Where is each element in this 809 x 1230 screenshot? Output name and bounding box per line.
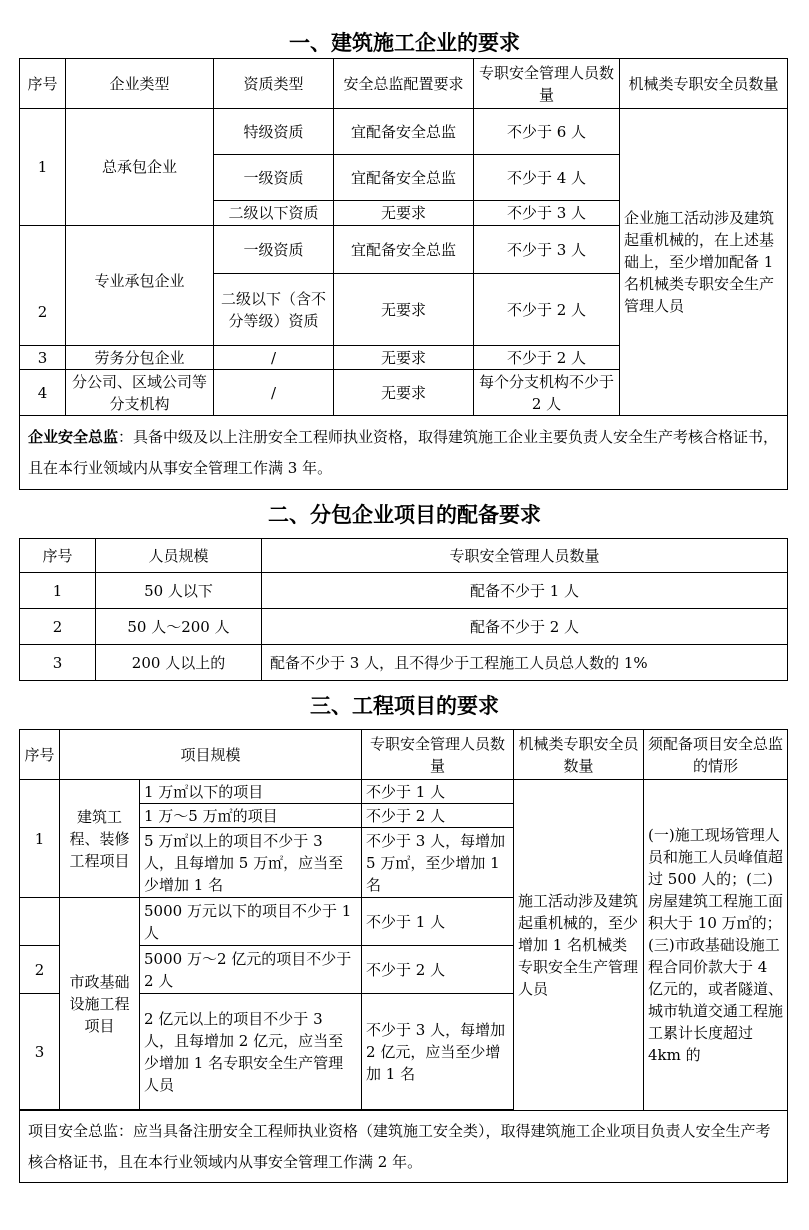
header-cell: 专职安全管理人员数量	[474, 59, 620, 109]
row-number: 4	[20, 370, 66, 416]
table-note-row	[20, 416, 788, 490]
header-cell: 须配备项目安全总监的情形	[644, 730, 788, 780]
table-row	[20, 573, 788, 609]
personnel-scale: 50 人以下	[96, 573, 262, 609]
header-cell: 资质类型	[214, 59, 334, 109]
project-type: 建筑工程、装修工程项目	[60, 780, 140, 898]
enterprise-requirements-table	[19, 58, 788, 490]
row-number: 2	[20, 226, 66, 346]
staff-count: 不少于 2 人	[362, 804, 514, 828]
row-number: 2	[20, 946, 60, 994]
enterprise-type: 劳务分包企业	[66, 346, 214, 370]
staff-count: 不少于 3 人，每增加 2 亿元，应当至少增加 1 名	[362, 994, 514, 1110]
qualification: 特级资质	[214, 109, 334, 155]
qualification: /	[214, 370, 334, 416]
table-note-row	[20, 1111, 788, 1183]
staff-count: 每个分支机构不少于 2 人	[474, 370, 620, 416]
header-cell: 机械类专职安全员数量	[620, 59, 788, 109]
subcontract-requirements-table	[19, 538, 788, 681]
staff-count: 不少于 2 人	[474, 346, 620, 370]
director-requirement: 无要求	[334, 274, 474, 346]
director-requirement: 无要求	[334, 370, 474, 416]
row-number: 1	[20, 780, 60, 898]
staff-count: 配备不少于 2 人	[262, 609, 788, 645]
qualification: /	[214, 346, 334, 370]
table-header-row	[20, 539, 788, 573]
personnel-scale: 50 人～200 人	[96, 609, 262, 645]
header-cell: 安全总监配置要求	[334, 59, 474, 109]
project-requirements-table	[19, 729, 788, 1183]
staff-count: 不少于 3 人	[474, 201, 620, 226]
project-scale: 5000 万～2 亿元的项目不少于 2 人	[140, 946, 362, 994]
row-number: 3	[20, 346, 66, 370]
note-label: 企业安全总监	[28, 427, 119, 446]
row-number-empty	[20, 898, 60, 946]
project-scale: 2 亿元以上的项目不少于 3 人，且每增加 2 亿元，应当至少增加 1 名专职安全生产管理人员	[140, 994, 362, 1110]
staff-count: 不少于 2 人	[474, 274, 620, 346]
qualification: 一级资质	[214, 226, 334, 274]
table-header-row	[20, 59, 788, 109]
header-cell: 人员规模	[96, 539, 262, 573]
note-text: ：具备中级及以上注册安全工程师执业资格，取得建筑施工企业主要负责人安全生产考核合格证书，且在本行业领域内从事安全管理工作满 3 年。	[28, 427, 779, 477]
table-header-row	[20, 730, 788, 780]
header-cell: 序号	[20, 59, 66, 109]
staff-count: 不少于 1 人	[362, 780, 514, 804]
row-number: 3	[20, 994, 60, 1110]
staff-count: 不少于 3 人，每增加 5 万㎡，至少增加 1 名	[362, 828, 514, 898]
staff-count: 配备不少于 1 人	[262, 573, 788, 609]
project-scale: 1 万㎡以下的项目	[140, 780, 362, 804]
staff-count: 不少于 4 人	[474, 155, 620, 201]
row-number: 1	[20, 573, 96, 609]
project-director-conditions: (一)施工现场管理人员和施工人员峰值超过 500 人的；(二)房屋建筑工程施工面积大于 10 万㎡的；(三)市政基础设施工程合同价款大于 4 亿元的，或者隧道、城市轨道交通工程施工累计长度超过 4km 的	[644, 780, 788, 1111]
header-cell: 企业类型	[66, 59, 214, 109]
qualification: 一级资质	[214, 155, 334, 201]
director-requirement: 宜配备安全总监	[334, 155, 474, 201]
project-director-note: 项目安全总监：应当具备注册安全工程师执业资格（建筑施工安全类），取得建筑施工企业项目负责人安全生产考核合格证书，且在本行业领域内从事安全管理工作满 2 年。	[20, 1111, 788, 1183]
header-cell: 项目规模	[60, 730, 362, 780]
row-number: 2	[20, 609, 96, 645]
director-requirement: 宜配备安全总监	[334, 109, 474, 155]
staff-count: 不少于 3 人	[474, 226, 620, 274]
header-cell: 序号	[20, 539, 96, 573]
row-number: 3	[20, 645, 96, 681]
table-row	[20, 609, 788, 645]
project-scale: 5 万㎡以上的项目不少于 3 人，且每增加 5 万㎡，应当至少增加 1 名	[140, 828, 362, 898]
project-scale: 1 万～5 万㎡的项目	[140, 804, 362, 828]
staff-count: 不少于 1 人	[362, 898, 514, 946]
header-cell: 机械类专职安全员数量	[514, 730, 644, 780]
qualification: 二级以下资质	[214, 201, 334, 226]
header-cell: 专职安全管理人员数量	[262, 539, 788, 573]
header-cell: 专职安全管理人员数量	[362, 730, 514, 780]
project-scale: 5000 万元以下的项目不少于 1 人	[140, 898, 362, 946]
qualification: 二级以下（含不分等级）资质	[214, 274, 334, 346]
mechanical-staff-requirement: 施工活动涉及建筑起重机械的，至少增加 1 名机械类专职安全生产管理人员	[514, 780, 644, 1111]
enterprise-type: 总承包企业	[66, 109, 214, 226]
section1-title: 一、建筑施工企业的要求	[289, 31, 520, 55]
header-cell: 序号	[20, 730, 60, 780]
enterprise-type: 专业承包企业	[66, 226, 214, 346]
table-row	[20, 780, 788, 804]
director-requirement: 无要求	[334, 346, 474, 370]
personnel-scale: 200 人以上的	[96, 645, 262, 681]
staff-count: 不少于 2 人	[362, 946, 514, 994]
enterprise-type: 分公司、区域公司等分支机构	[66, 370, 214, 416]
section2-title: 二、分包企业项目的配备要求	[268, 503, 541, 527]
mechanical-staff-requirement: 企业施工活动涉及建筑起重机械的，在上述基础上，至少增加配备 1 名机械类专职安全生产管理人员	[620, 109, 788, 416]
project-type: 市政基础设施工程项目	[60, 898, 140, 1110]
table-row	[20, 109, 788, 155]
section3-title: 三、工程项目的要求	[310, 694, 499, 718]
director-requirement: 无要求	[334, 201, 474, 226]
table-row	[20, 645, 788, 681]
staff-count: 配备不少于 3 人，且不得少于工程施工人员总人数的 1%	[262, 645, 788, 681]
row-number: 1	[20, 109, 66, 226]
director-requirement: 宜配备安全总监	[334, 226, 474, 274]
enterprise-director-note	[20, 416, 788, 490]
staff-count: 不少于 6 人	[474, 109, 620, 155]
